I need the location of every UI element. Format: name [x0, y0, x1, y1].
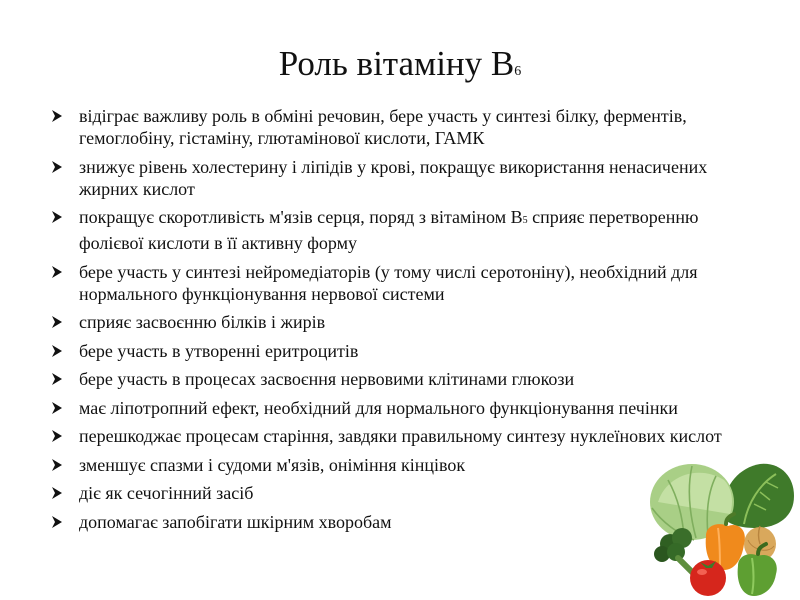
arrow-bullet-icon [50, 160, 64, 174]
arrow-bullet-icon [50, 265, 64, 279]
bullet-item [50, 105, 760, 149]
bullet-text: має ліпотропний ефект, необхідний для нормального функціонування печінки [79, 397, 678, 418]
bullet-text: зменшує спазми і судоми м'язів, оніміння кінцівок [79, 454, 466, 475]
title-text: Роль вітаміну В [278, 44, 515, 83]
arrow-bullet-icon [50, 401, 64, 415]
arrow-bullet-icon [50, 372, 64, 386]
arrow-bullet-icon [50, 344, 64, 358]
bullet-item [50, 156, 760, 200]
slide-title [0, 42, 800, 94]
arrow-bullet-icon [50, 315, 64, 329]
bullet-item [50, 425, 760, 447]
bullet-item [50, 261, 760, 305]
arrow-bullet-icon [50, 429, 64, 443]
bullet-text: бере участь в процесах засвоєння нервовими клітинами глюкози [79, 369, 575, 389]
arrow-bullet-icon [50, 109, 64, 123]
bullet-item [50, 397, 760, 419]
bullet-text: бере участь у синтезі нейромедіаторів (у тому числі серотоніну), необхідний для нормального функціонування нервової системи [79, 261, 698, 304]
bullet-item [50, 311, 760, 333]
arrow-bullet-icon [50, 486, 64, 500]
arrow-bullet-icon [50, 210, 64, 224]
vegetables-illustration-icon [648, 462, 796, 598]
bullet-text: бере участь в утворенні еритроцитів [79, 340, 359, 361]
bullet-text: відіграє важливу роль в обміні речовин, бере участь у синтезі білку, ферментів, гемоглобіну, гістаміну, глютамінової кислоти, ГАМК [79, 106, 687, 148]
bullet-text: перешкоджає процесам старіння, завдяки правильному синтезу нуклеїнових кислот [79, 426, 722, 446]
bullet-item [50, 206, 760, 254]
bullet-item [50, 368, 760, 390]
bullet-text-part: покращує скоротливість м'язів серця, поряд з вітаміном В [79, 207, 523, 227]
bullet-text-part: сприяє перетворенню фолієвої кислоти в її активну форму [79, 207, 699, 253]
arrow-bullet-icon [50, 458, 64, 472]
bullet-text: сприяє засвоєнню білків і жирів [79, 312, 326, 332]
bullet-text: допомагає запобігати шкірним хворобам [79, 511, 392, 532]
bullet-text: діє як сечогінний засіб [79, 483, 254, 503]
bullet-text: знижує рівень холестерину і ліпідів у крові, покращує використання ненасичених жирних кислот [79, 156, 708, 199]
title-subscript: 6 [514, 64, 522, 79]
vitamin-subscript: 5 [522, 215, 528, 226]
bullet-item [50, 340, 760, 362]
bullet-text [79, 207, 698, 253]
arrow-bullet-icon [50, 515, 64, 529]
